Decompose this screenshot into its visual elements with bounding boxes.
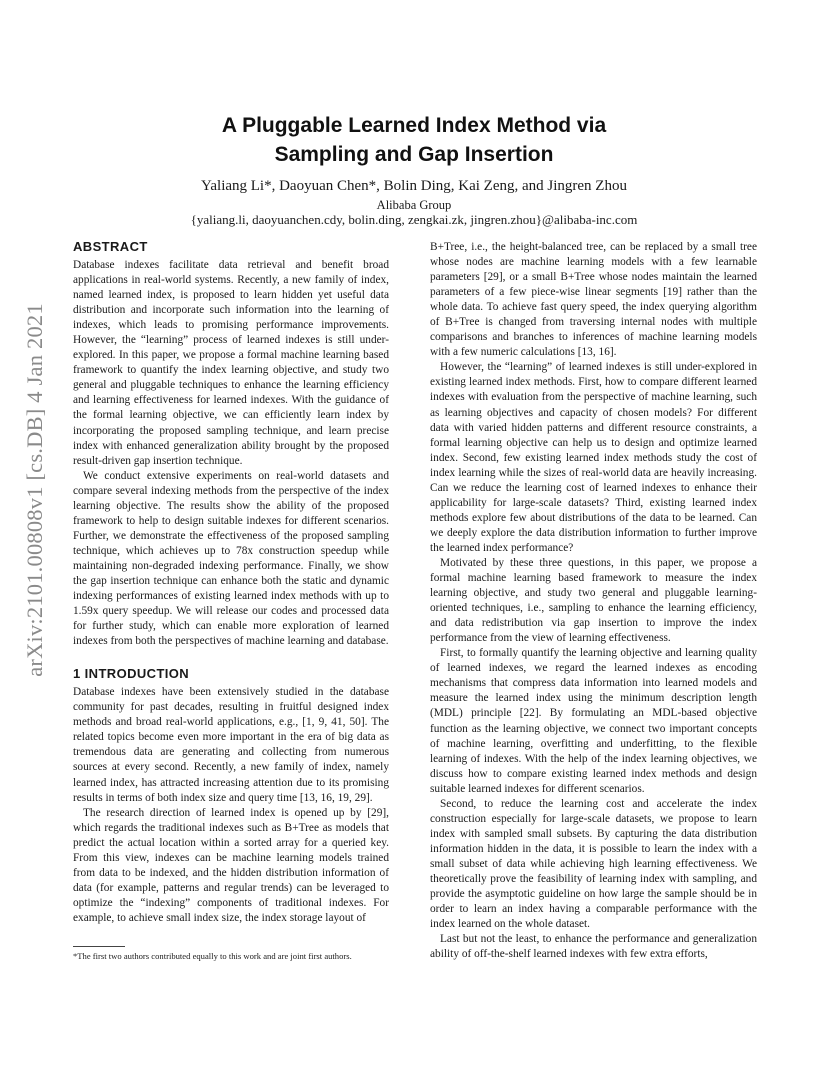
abstract-heading: ABSTRACT — [73, 239, 148, 254]
title-line-1: A Pluggable Learned Index Method via — [221, 114, 607, 137]
abstract-paragraph-1: Database indexes facilitate data retrieval and benefit broad applications in real-world systems. Recently, a new family of index, named learned index, is proposed to learn hidden yet useful data distribution and incorporate such information into the learning of indexes, which leads to promising performance improvements. However, the “learning” process of learned indexes is still under-explored. In this paper, we propose a formal machine learning based framework to quantify the index learning objective, and study two general and pluggable techniques to enhance the learning efficiency and learning effectiveness for learned indexes. With the guidance of the formal learning objective, we can efficiently learn index by incorporating the proposed sampling technique, and learn precise index with enhanced generalization ability brought by the proposed result-driven gap insertion technique. — [73, 259, 389, 467]
body-paragraph-2: However, the “learning” of learned indexes is still under-explored in existing learned index methods. First, how to compare different learned indexes with evaluation from the perspective of machine learning, such as learning objectives and capacity of chosen models? For different data with varied hidden patterns and different resource constraints, a formal learning objective can help us to design and optimize learned index. Second, few existing learned index methods study the cost of index learning while the sizes of real-world data are heavily increasing. Can we reduce the learning cost of learned indexes to enhance their applicability for large-scale datasets? Third, existing learned index methods explore few about distributions of the data to be learned. Can we deeply explore the data distribution information to further improve the learned index performance? — [430, 361, 757, 554]
title-line-2: Sampling and Gap Insertion — [274, 143, 554, 166]
author-emails: {yaliang.li, daoyuanchen.cdy, bolin.ding, zengkai.zk, jingren.zhou}@alibaba-inc.com — [190, 212, 638, 227]
abstract-paragraph-2: We conduct extensive experiments on real-world datasets and compare several indexing methods from the perspective of the index learning objective. The results show the ability of the proposed framework to help to design suitable indexes for different scenarios. Further, we demonstrate the effectiveness of the proposed sampling technique, which achieves up to 78x construction speedup while maintaining non-degraded indexing performance. Finally, we show the gap insertion technique can enhance both the static and dynamic indexing performances of existing learned index methods with up to 1.59x query speedup. We will release our codes and processed data for further study, which can enable more exploration of learned indexes from both the perspectives of machine learning and database. — [73, 469, 389, 648]
arxiv-side-stamp — [18, 295, 52, 685]
introduction-paragraph-2: The research direction of learned index is opened up by [29], which regards the traditional indexes such as B+Tree as models that predict the actual location within a sorted array for a queried key. From this view, indexes can be machine learning models trained from data to be indexed, and the hidden distribution information of data (for example, patterns and regular trends) can be leveraged to optimize the “indexing” components of traditional indexes. For example, to achieve small index size, the index storage layout of — [73, 806, 389, 924]
left-column — [73, 238, 389, 926]
footnote-divider — [73, 946, 125, 947]
paper-title — [0, 111, 828, 169]
right-column — [430, 240, 757, 962]
author-list: Yaliang Li*, Daoyuan Chen*, Bolin Ding, Kai Zeng, and Jingren Zhou — [201, 178, 627, 194]
body-paragraph-4: First, to formally quantify the learning objective and learning quality of learned indexes, we regard the learned indexes as encoding mechanisms that compress data information into learned models and measure the learned index using the minimum description length (MDL) principle [22]. By formulating an MDL-based objective function as the learning objective, we connect two important concepts of machine learning, overfitting and underfitting, to the flexible learning of indexes. With the help of the index learning objectives, we discuss how to compare existing learned index methods and design suitable learned indexes for different scenarios. — [430, 647, 757, 795]
body-paragraph-5: Second, to reduce the learning cost and accelerate the index construction especially for large-scale datasets, we propose to learn index with sampled small subsets. By capturing the data distribution information hidden in the data, it is possible to learn the index with a small subset of data while achieving high learning effectiveness. We theoretically prove the feasibility of learning index with sampling, and provide the asymptotic guideline on how large the sample should be in order to learn an index having a comparable performance with the index learned on the whole dataset. — [430, 797, 757, 931]
body-paragraph-6: Last but not the least, to enhance the performance and generalization ability of off-the-shelf learned indexes with few extra efforts, — [430, 933, 757, 961]
affiliation: Alibaba Group — [376, 198, 452, 212]
arxiv-identifier: arXiv:2101.00808v1 [cs.DB] 4 Jan 2021 — [22, 303, 47, 677]
introduction-paragraph-1: Database indexes have been extensively studied in the database community for past decades, resulting in fruitful designed index methods and broad real-world applications, e.g., [1, 9, 41, 50]. The related topics become even more important in the era of big data as tremendous data are generating and collecting from numerous sources at every second. Recently, a new family of index, namely learned index, has attracted increasing attention due to its promising results in terms of both index size and query time [13, 16, 19, 29]. — [73, 686, 389, 804]
body-paragraph-3: Motivated by these three questions, in this paper, we propose a formal machine learning based framework to measure the index learning objective, and study two general and pluggable learning-oriented techniques, i.e., sampling to enhance the learning efficiency, and data redistribution via gap insertion to improve the index performance from the view of learning effectiveness. — [430, 556, 757, 645]
footnote: *The first two authors contributed equally to this work and are joint first authors. — [73, 951, 352, 961]
introduction-heading: 1 INTRODUCTION — [73, 666, 190, 682]
body-paragraph-1: B+Tree, i.e., the height-balanced tree, can be replaced by a small tree whose nodes are machine learning models with a few learnable parameters [29], or a small B+Tree whose nodes maintain the learned parameters of a few piece-wise linear segments [19] rather than the whole data. To achieve fast query speed, the index querying algorithm of B+Tree is changed from traversing internal nodes with multiple comparisons and branches to inferences of machine learning models with a few numeric calculations [13, 16]. — [430, 241, 757, 359]
